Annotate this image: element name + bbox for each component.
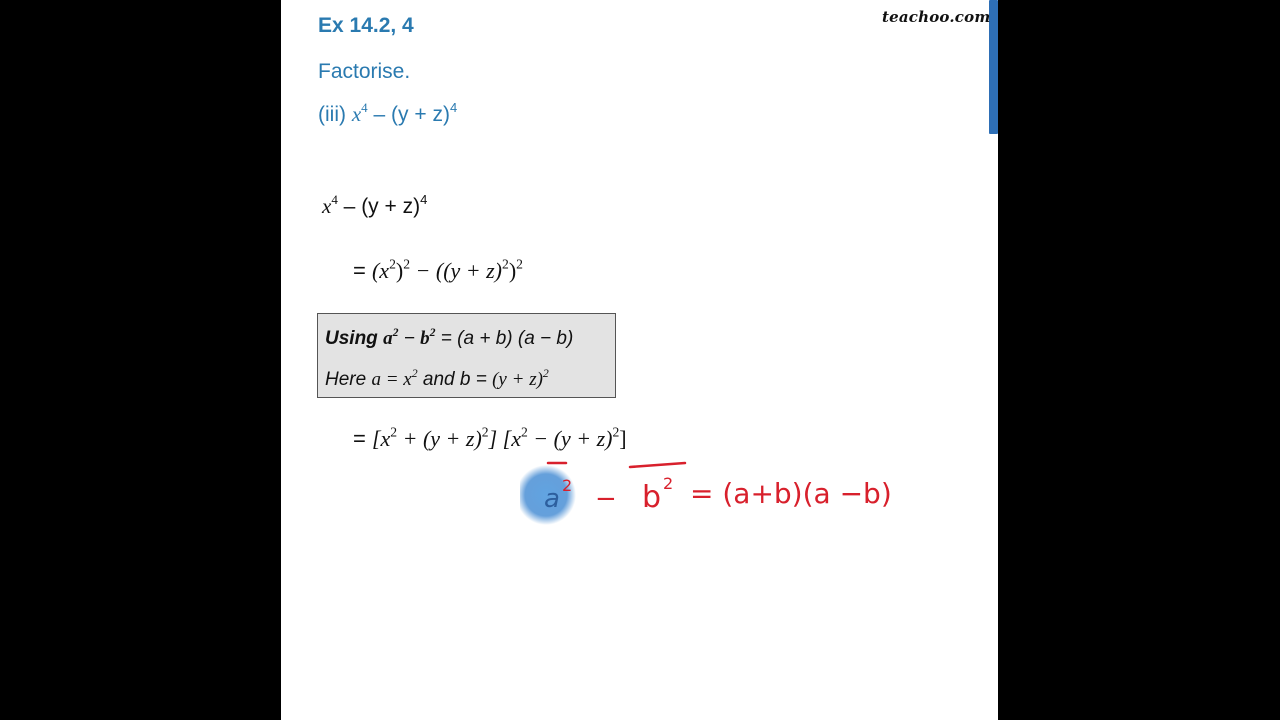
step2-a-close: )	[395, 258, 404, 283]
a-equals-exp: 2	[411, 366, 418, 380]
step1-rest-exponent: 4	[420, 191, 428, 207]
step2-b-outer-exp: 2	[516, 256, 523, 272]
question-rest: – (y + z)	[367, 103, 450, 126]
underline-b	[630, 463, 685, 467]
step3-p5: ]	[619, 426, 627, 451]
question-x-exponent: 4	[361, 99, 368, 115]
step2-eq: =	[353, 258, 372, 283]
hand-b-exp: 2	[663, 474, 674, 493]
formula-box-substitution	[325, 366, 549, 391]
step2-b-close: )	[508, 258, 517, 283]
teachoo-logo: teachoo.com	[882, 8, 991, 26]
step3-p2-exp: 2	[481, 424, 489, 440]
step1-x: x	[322, 194, 332, 218]
hand-a-exp: 2	[562, 476, 573, 495]
step-factored	[353, 426, 627, 452]
step2-a-outer-exp: 2	[403, 256, 411, 272]
step3-p2: + (y + z)	[397, 426, 482, 451]
here-label: Here	[325, 369, 372, 390]
instruction-text: Factorise.	[318, 60, 411, 83]
formula-box-identity	[325, 325, 574, 350]
identity-b: b	[420, 328, 430, 349]
and-b-label: and b =	[417, 369, 493, 390]
step3-p4-exp: 2	[612, 424, 620, 440]
hand-rhs: = (a+b)(a −b)	[690, 477, 892, 510]
a-equals: a = x	[371, 369, 412, 390]
identity-rhs: = (a + b) (a − b)	[435, 328, 574, 349]
b-equals-exp: 2	[542, 366, 549, 380]
step3-eq: =	[353, 426, 372, 451]
identity-a-exp: 2	[392, 325, 399, 339]
step2-b-exp: 2	[502, 256, 509, 272]
step2-a: (x	[371, 258, 390, 283]
identity-minus: −	[398, 328, 421, 349]
step2-b: − ((y + z)	[410, 258, 503, 283]
hand-minus: −	[595, 484, 617, 514]
b-equals: (y + z)	[492, 369, 543, 390]
question-label: (iii)	[318, 103, 352, 126]
handwritten-annotation	[520, 455, 920, 530]
question-x: x	[351, 102, 362, 126]
question-text	[318, 99, 458, 127]
question-rest-exponent: 4	[449, 99, 458, 115]
step3-p1: [x	[371, 426, 391, 451]
hand-a: a	[544, 484, 560, 514]
step3-p1-exp: 2	[390, 424, 398, 440]
using-label: Using	[325, 328, 384, 349]
exercise-heading: Ex 14.2, 4	[318, 14, 414, 37]
identity-b-exp: 2	[429, 325, 436, 339]
step1-rest: – (y + z)	[337, 195, 421, 218]
step1-x-exponent: 4	[331, 191, 338, 207]
step3-p4: − (y + z)	[527, 426, 613, 451]
step2-a-exp: 2	[389, 256, 396, 272]
hand-b: b	[642, 480, 662, 515]
step3-p3-exp: 2	[520, 424, 528, 440]
step3-p3: ] [x	[488, 426, 521, 451]
step-difference-of-squares	[353, 258, 523, 284]
step-expression	[322, 191, 428, 219]
identity-a: a	[383, 328, 393, 349]
